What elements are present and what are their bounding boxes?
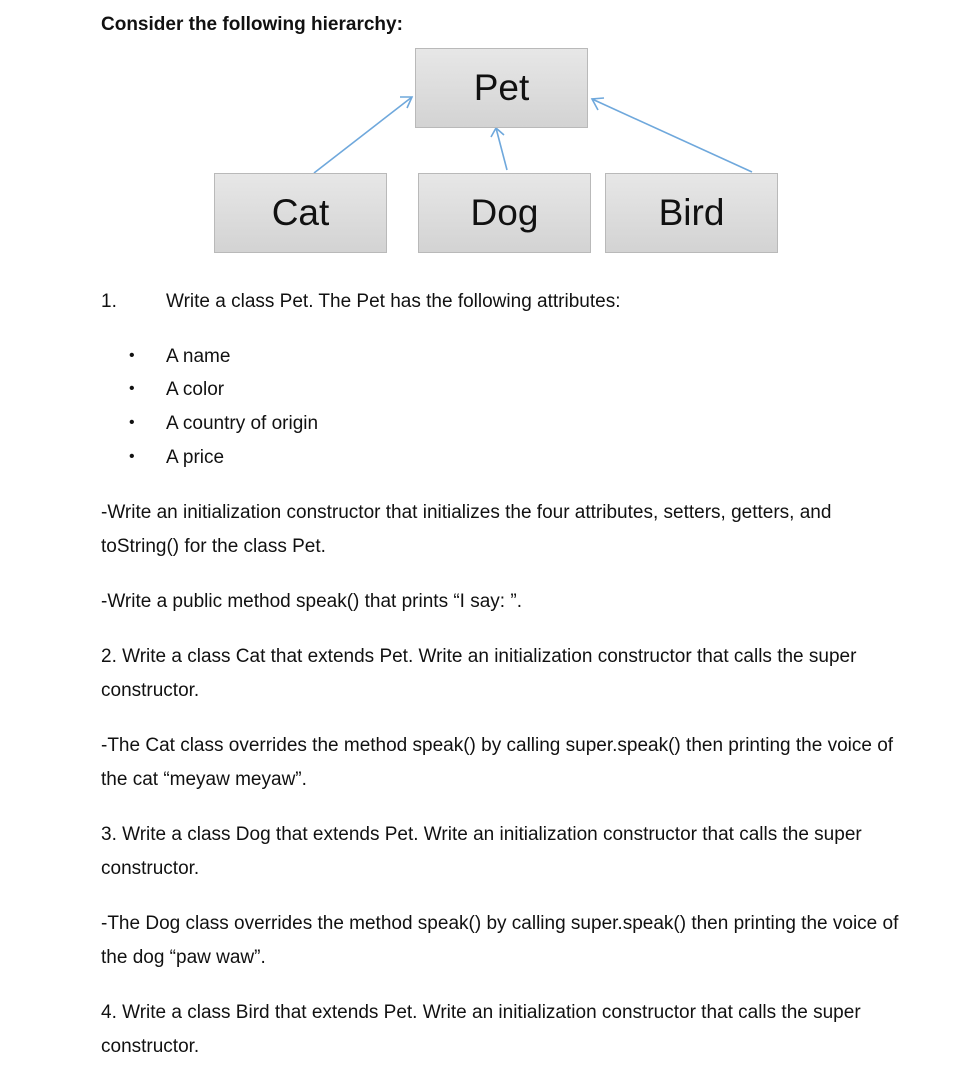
bullet-icon: • (129, 380, 135, 397)
paragraph-line: constructor. (101, 680, 200, 701)
paragraph-line: 2. Write a class Cat that extends Pet. Write an initialization constructor that calls the super (101, 646, 857, 667)
item-1-text: Write a class Pet. The Pet has the following attributes: (166, 291, 621, 312)
bullet-icon: • (129, 448, 135, 465)
cat-label: Cat (271, 192, 330, 233)
bird-class-box (605, 173, 778, 253)
paragraph-line: 4. Write a class Bird that extends Pet. Write an initialization constructor that calls the super (101, 1002, 861, 1023)
paragraph-line: -The Cat class overrides the method speak() by calling super.speak() then printing the voice of (101, 735, 894, 756)
paragraph-line: the dog “paw waw”. (101, 947, 266, 968)
pet-label: Pet (473, 67, 530, 108)
page-heading: Consider the following hierarchy: (101, 14, 403, 35)
paragraph-line: -The Dog class overrides the method speak() by calling super.speak() then printing the voice of (101, 913, 899, 934)
bullet-icon: • (129, 347, 135, 364)
cat-class-box (214, 173, 387, 253)
arrow-bird-to-pet (592, 99, 752, 172)
arrow-dog-to-pet (496, 128, 507, 170)
paragraph-line: -Write an initialization constructor that initializes the four attributes, setters, getters, and (101, 502, 832, 523)
bird-label: Bird (658, 192, 725, 233)
list-item: A country of origin (166, 413, 319, 434)
paragraph-line: constructor. (101, 858, 200, 879)
item-1-number: 1. (101, 291, 117, 312)
dog-class-box (418, 173, 591, 253)
paragraph-line: 3. Write a class Dog that extends Pet. Write an initialization constructor that calls the super (101, 824, 862, 845)
pet-class-box (415, 48, 588, 128)
paragraph-line: the cat “meyaw meyaw”. (101, 769, 307, 790)
paragraph-line: constructor. (101, 1036, 200, 1057)
bullet-icon: • (129, 414, 135, 431)
class-hierarchy-diagram (0, 0, 966, 270)
list-item: A price (166, 447, 225, 468)
list-item: A name (166, 346, 231, 367)
arrow-cat-to-pet (314, 97, 412, 173)
speak-paragraph: -Write a public method speak() that prints “I say: ”. (101, 591, 522, 612)
dog-label: Dog (470, 192, 539, 233)
list-item: A color (166, 379, 225, 400)
paragraph-line: toString() for the class Pet. (101, 536, 326, 557)
